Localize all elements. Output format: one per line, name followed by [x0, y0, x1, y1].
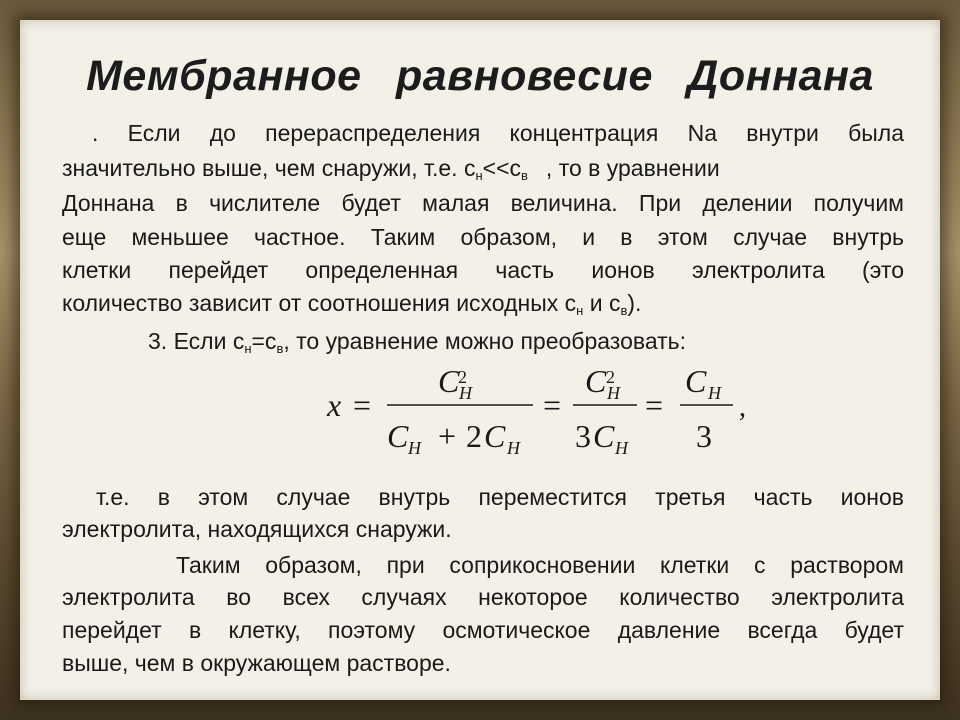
p2-line: [148, 328, 960, 356]
formula-comma: ,: [739, 392, 746, 423]
p4-line-1: Таким образом, при соприкосновении клетки с раствором: [176, 552, 904, 578]
f2-num-C: C: [585, 363, 607, 399]
subscript-n: н: [576, 303, 584, 318]
formula-eq-1: =: [353, 387, 372, 423]
p2-text-a: 3. Если с: [148, 328, 245, 354]
subscript-v: в: [521, 168, 528, 183]
p1-line-6: [62, 290, 904, 318]
f3-den-3: 3: [696, 418, 712, 454]
f1-den-plus: +: [438, 418, 457, 454]
f1-num-exp: 2: [458, 367, 467, 387]
f2-den-3: 3: [575, 418, 591, 454]
p3-line-2: электролита, находящихся снаружи.: [62, 516, 452, 542]
p1-line-2: [62, 155, 904, 183]
f2-den-sub: H: [615, 438, 628, 458]
p1-line-4: еще меньшее частное. Таким образом, и в этом случае внутрь: [62, 224, 904, 250]
p4-line-2: электролита во всех случаях некоторое количество электролита: [62, 584, 904, 610]
p1-line-5: клетки перейдет определенная часть ионов электролита (это: [62, 257, 904, 283]
p2-text-b: =с: [251, 328, 277, 354]
f1-num-C: C: [438, 363, 460, 399]
subscript-v: в: [276, 341, 284, 356]
p3-line-1: т.е. в этом случае внутрь переместится третья часть ионов: [96, 484, 904, 510]
f1-den-2: 2: [466, 418, 482, 454]
formula-eq-3: =: [645, 387, 664, 423]
p4-line-4: выше, чем в окружающем растворе.: [62, 650, 451, 676]
p1-line-2-text-b: <<с: [482, 155, 522, 181]
f2-num-sub: H: [607, 383, 620, 403]
subscript-v: в: [620, 303, 628, 318]
f2-den-C: C: [593, 418, 615, 454]
p4-line-3: перейдет в клетку, поэтому осмотическое давление всегда будет: [62, 617, 904, 643]
f3-num-sub: H: [708, 383, 721, 403]
f1-num-sub: H: [459, 383, 472, 403]
p1-line-6-text-b: и с: [583, 290, 621, 316]
formula-x: x: [327, 387, 342, 423]
subscript-n: н: [244, 341, 252, 356]
p1-line-3: Доннана в числителе будет малая величина. При делении получим: [62, 190, 904, 216]
p1-line-2-text-c: , то в уравнении: [545, 155, 720, 181]
f3-num-C: C: [685, 363, 707, 399]
f1-den-C2: C: [484, 418, 506, 454]
p1-line-6-text-a: количество зависит от соотношения исходных с: [62, 290, 577, 316]
donnan-formula: [325, 362, 765, 462]
f2-num-exp: 2: [606, 367, 615, 387]
f1-den-C1: C: [387, 418, 409, 454]
f1-den-sub2: H: [507, 438, 520, 458]
p1-line-6-text-c: ).: [627, 290, 642, 316]
subscript-n: н: [475, 168, 483, 183]
f1-den-sub1: H: [408, 438, 421, 458]
p1-line-1: . Если до перераспределения концентрация Na внутри была: [92, 120, 904, 146]
formula-eq-2: =: [543, 387, 562, 423]
p2-text-c: , то уравнение можно преобразовать:: [283, 328, 687, 354]
slide-title: Мембранное равновесие Доннана: [86, 52, 874, 100]
p1-line-2-text-a: значительно выше, чем снаружи, т.е. с: [62, 155, 476, 181]
